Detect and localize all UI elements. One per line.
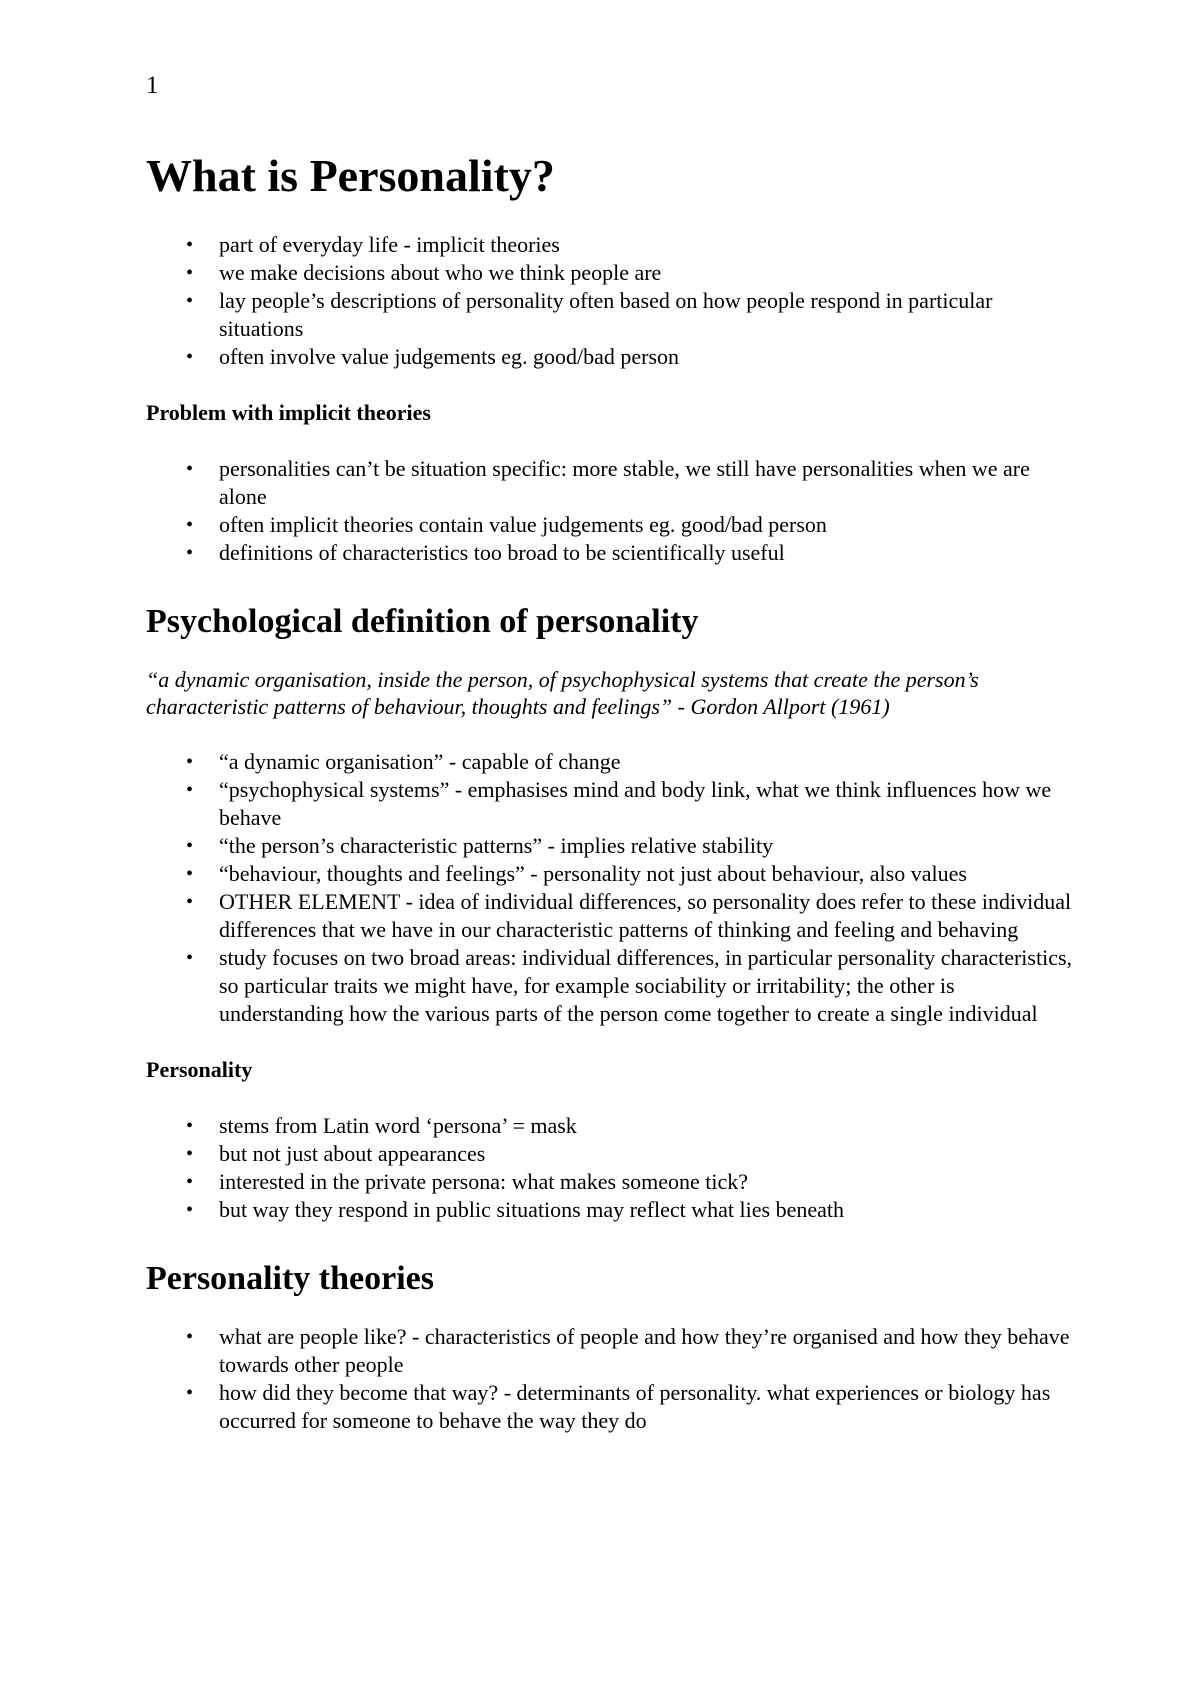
list-item [146,287,1076,343]
list-item [146,539,1076,567]
bullet-icon: • [186,891,194,913]
list-item [146,1196,1076,1224]
list-item [146,1168,1076,1196]
allport-quote: “a dynamic organisation, inside the person, of psychophysical systems that create the person’s characteristic patterns of behaviour, thoughts and feelings” - Gordon Allport (1961) [146,667,979,719]
bullet-icon: • [186,234,194,256]
personality-heading: Personality [146,1057,253,1082]
bullet-icon: • [186,1326,194,1348]
bullet-icon: • [186,863,194,885]
bullet-icon: • [186,458,194,480]
list-item [146,1140,1076,1168]
bullet-icon: • [186,835,194,857]
list-item-text: “a dynamic organisation” - capable of change [219,749,621,774]
bullet-icon: • [186,751,194,773]
bullet-icon: • [186,542,194,564]
list-item-text: what are people like? - characteristics of people and how they’re organised and how they behave towards other people [219,1324,1070,1377]
list-item-text: often implicit theories contain value judgements eg. good/bad person [219,512,827,537]
problem-heading: Problem with implicit theories [146,400,431,425]
intro-bullet-list [146,231,1076,371]
list-item-text: how did they become that way? - determinants of personality. what experiences or biology has occurred for someone to behave the way they do [219,1380,1051,1433]
list-item-text: OTHER ELEMENT - idea of individual differences, so personality does refer to these individual differences that we have in our characteristic patterns of thinking and feeling and behaving [219,889,1072,942]
personality-bullet-list [146,1112,1076,1224]
list-item-text: but not just about appearances [219,1141,486,1166]
list-item [146,455,1076,511]
theories-heading: Personality theories [146,1260,434,1297]
list-item-text: part of everyday life - implicit theories [219,232,560,257]
bullet-icon: • [186,290,194,312]
list-item-text: personalities can’t be situation specific: more stable, we still have personalities when we are alone [219,456,1030,509]
bullet-icon: • [186,1171,194,1193]
list-item [146,1323,1076,1379]
page-number: 1 [146,72,159,99]
bullet-icon: • [186,514,194,536]
bullet-icon: • [186,346,194,368]
list-item [146,860,1076,888]
list-item [146,511,1076,539]
main-title: What is Personality? [146,150,555,201]
list-item [146,231,1076,259]
problem-bullet-list [146,455,1076,567]
list-item [146,1379,1076,1435]
definition-bullet-list [146,748,1076,1028]
theories-bullet-list [146,1323,1076,1435]
bullet-icon: • [186,1143,194,1165]
list-item-text: “the person’s characteristic patterns” - implies relative stability [219,833,774,858]
list-item-text: but way they respond in public situations may reflect what lies beneath [219,1197,845,1222]
list-item-text: “psychophysical systems” - emphasises mind and body link, what we think influences how we behave [219,777,1052,830]
list-item-text: stems from Latin word ‘persona’ = mask [219,1113,577,1138]
bullet-icon: • [186,779,194,801]
list-item [146,1112,1076,1140]
list-item [146,748,1076,776]
bullet-icon: • [186,1199,194,1221]
definition-heading: Psychological definition of personality [146,603,699,640]
list-item-text: study focuses on two broad areas: individual differences, in particular personality characteristics, so particular traits we might have, for example sociability or irritability; the other is understanding how the various parts of the person come together to create a single individual [219,945,1073,1026]
bullet-icon: • [186,947,194,969]
list-item [146,259,1076,287]
list-item [146,944,1076,1028]
list-item-text: interested in the private persona: what makes someone tick? [219,1169,749,1194]
list-item-text: lay people’s descriptions of personality often based on how people respond in particular situations [219,288,993,341]
bullet-icon: • [186,1115,194,1137]
list-item-text: we make decisions about who we think people are [219,260,662,285]
document-body [146,148,1076,1435]
list-item-text: often involve value judgements eg. good/bad person [219,344,680,369]
bullet-icon: • [186,1382,194,1404]
list-item [146,888,1076,944]
list-item-text: “behaviour, thoughts and feelings” - personality not just about behaviour, also values [219,861,967,886]
list-item-text: definitions of characteristics too broad to be scientifically useful [219,540,785,565]
list-item [146,343,1076,371]
list-item [146,776,1076,832]
list-item [146,832,1076,860]
bullet-icon: • [186,262,194,284]
